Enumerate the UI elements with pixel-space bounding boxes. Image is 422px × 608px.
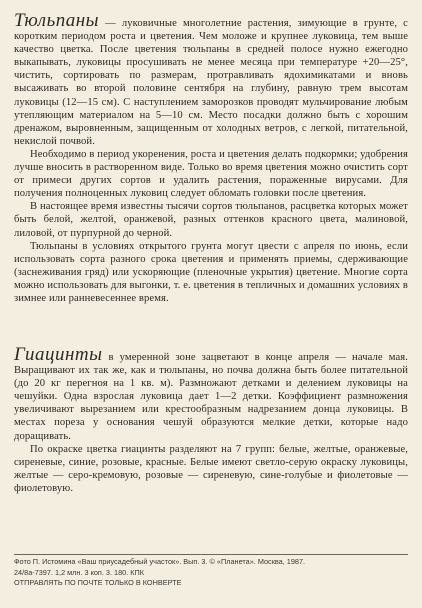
tulips-paragraph-2: Необходимо в период укоренения, роста и цветения делать подкормки; удобрения лучше вносить в растворенном виде. Только во время цветения можно очистить сорт от примеси других сортов и удалить растения, пораженные вирусами. Для получения полноценных луковиц следует обломать головки после цветения. [14, 148, 408, 200]
footer-print-run-line: 24/8а-7397. 1,2 млн. 3 коп. 3. 180. КПК [14, 567, 145, 577]
hyacinths-section [14, 344, 408, 495]
tulips-paragraph-4: Тюльпаны в условиях открытого грунта могут цвести с апреля по июнь, если использовать сорта разного срока цветения и применять приемы, сдерживающие (заснеживания гряд) или ускоряющие (пленочные укрытия) цветение. Многие сорта можно использовать для выгонки, т. е. цветения в тепличных и домашних условиях в зимнее или ранневесеннее время. [14, 240, 408, 304]
tulips-heading: Тюльпаны [14, 10, 100, 31]
tulips-paragraph-1-text: — луковичные многолетние растения, зимующие в грунте, с коротким периодом роста и цветения. Чем моложе и крупнее луковица, тем выше качество цветка. После цветения тюльпаны в средней полосе нужно ежегодно выкапывать, луковицы просушивать не менее месяца при температуре +20—25°, чистить, сортировать по размерам, протравливать ядохимикатами и вновь высаживать во второй половине сентября на глубину, равную трем высотам луковицы (12—15 см). С наступлением заморозков проводят мульчирование любым утепляющим материалом на 5—10 см. Место посадки должно быть с хорошим дренажом, выровненным, защищенным от холодных ветров, с легкой, питательной, некислой почвой. [14, 18, 408, 147]
hyacinths-paragraph-2: По окраске цветка гиацинты разделяют на 7 групп: белые, желтые, оранжевые, сиреневые, синие, розовые, красные. Белые имеют светло-серую окраску луковицы, желтые — серо-кремовую, розовые — сиреневую, сине-голубые и фиолетовые — фиолетовую. [14, 443, 408, 494]
hyacinths-heading: Гиацинты [14, 344, 103, 365]
footer-divider [14, 554, 408, 555]
footer-mailing-note: ОТПРАВЛЯТЬ ПО ПОЧТЕ ТОЛЬКО В КОНВЕРТЕ [14, 578, 182, 588]
publisher-footer [14, 557, 408, 589]
tulips-paragraph-3: В настоящее время известны тысячи сортов тюльпанов, расцветка которых может быть белой, желтой, оранжевой, разных оттенков красного цвета, малиновой, лиловой, от пурпурной до черной. [14, 201, 408, 239]
footer-imprint-line: Фото П. Истомина «Ваш приусадебный участок». Вып. 3. © «Планета». Москва, 1987. [14, 557, 306, 566]
tulips-paragraph-1 [14, 10, 408, 148]
hyacinths-paragraph-1 [14, 344, 408, 443]
tulips-section [14, 10, 408, 305]
hyacinths-paragraph-1-text: в умеренной зоне зацветают в конце апреля — начале мая. Выращивают их так же, как и тюльпаны, но почва должна быть более питательной (до 20 кг перегноя на 1 кв. м). Размножают детками и делением луковицы на чешуйки. Одна взрослая луковица дает 1—2 детки. Коэффициент размножения увеличивают вырезанием или крестообразным надрезанием донца луковицы. В местах пореза у основания чешуй образуются мелкие детки, которые надо доращивать. [14, 352, 408, 442]
